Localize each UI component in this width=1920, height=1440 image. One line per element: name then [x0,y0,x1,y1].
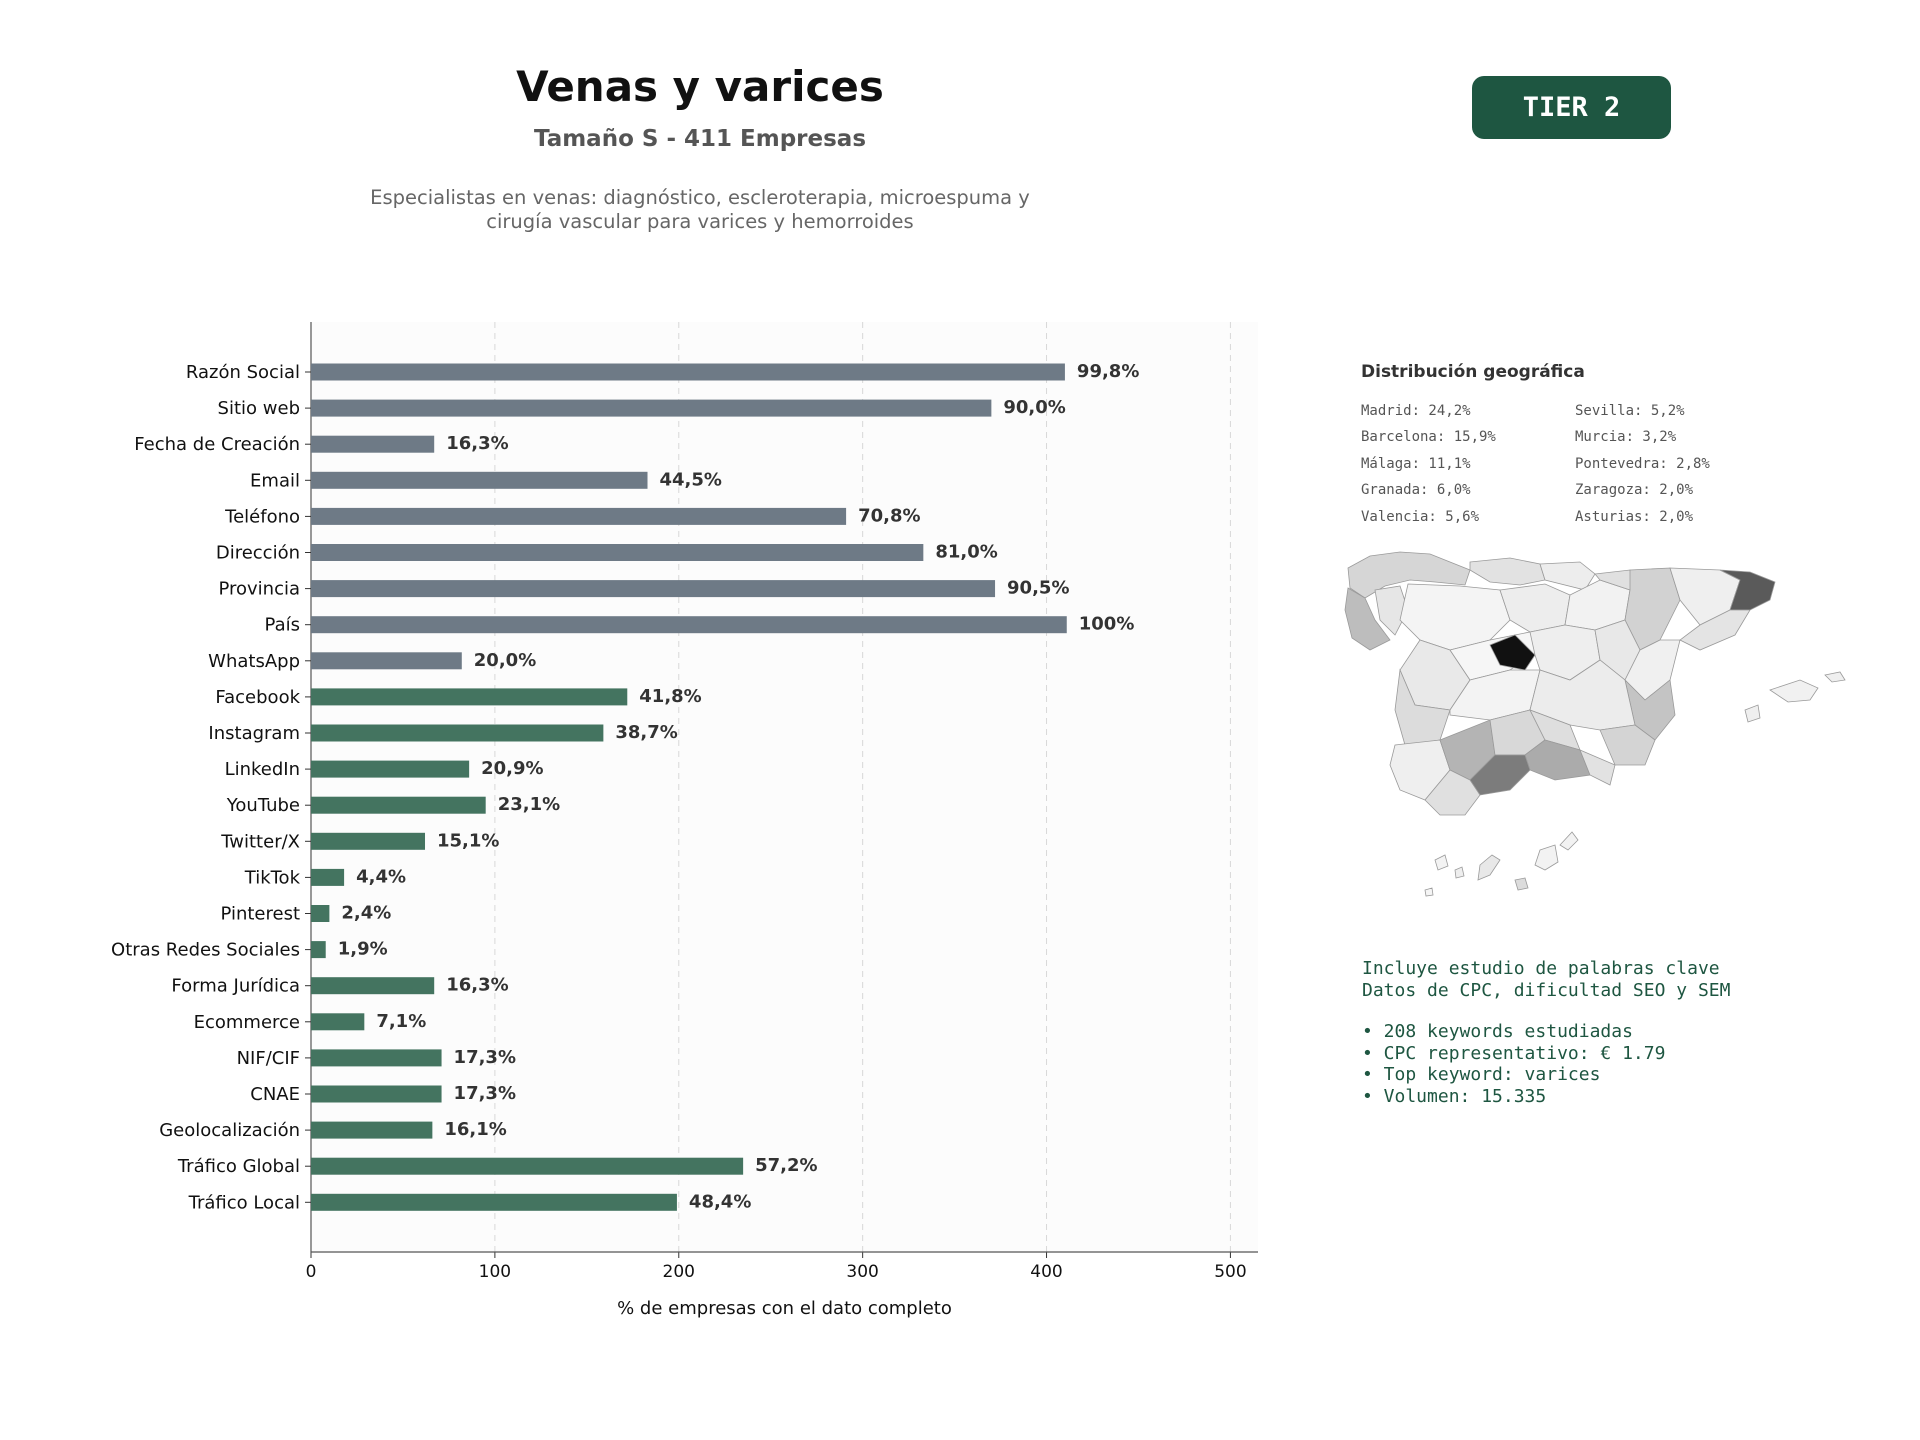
bar [311,400,991,417]
geo-item: Murcia: 3,2% [1575,429,1677,446]
x-tick-label: 200 [662,1262,695,1282]
category-label: Tráfico Global [177,1156,300,1178]
category-label: Pinterest [220,903,300,925]
description-line-1: Especialistas en venas: diagnóstico, escleroterapia, microespuma y [370,186,1030,209]
page-title: Venas y varices [516,62,884,111]
plot-area [311,322,1258,1252]
x-tick-label: 500 [1214,1262,1247,1282]
bar [311,688,627,705]
category-label: Instagram [208,723,300,744]
bar [311,652,462,669]
data-label: 1,9% [337,938,388,960]
bar [311,364,1065,381]
category-label: Ecommerce [193,1011,300,1033]
bar [311,1086,442,1103]
geo-item: Asturias: 2,0% [1575,508,1694,525]
bar [311,761,469,778]
bar [311,472,648,489]
geo-item: Zaragoza: 2,0% [1575,482,1694,499]
data-label: 16,1% [444,1119,507,1141]
bar [311,941,326,958]
bar [311,436,434,453]
bar [311,977,434,994]
data-label: 38,7% [615,722,678,743]
category-label: NIF/CIF [236,1047,300,1069]
data-label: 100% [1078,613,1135,635]
data-label: 4,4% [356,866,407,888]
category-label: Forma Jurídica [171,975,300,997]
data-label: 20,0% [473,649,537,671]
bar [311,725,603,742]
data-label: 23,1% [497,794,561,816]
tier-badge: TIER 2 [1472,76,1671,139]
data-label: 17,3% [453,1046,517,1068]
category-label: Dirección [215,542,300,564]
geo-item: Madrid: 24,2% [1361,403,1471,419]
keywords-line-2: Datos de CPC, dificultad SEO y SEM [1362,979,1731,1001]
data-label: 57,2% [755,1155,818,1177]
x-axis-label: % de empresas con el dato completo [617,1298,952,1319]
bar [311,905,329,922]
keywords-bullet: • Top keyword: varices [1362,1064,1601,1085]
data-label: 15,1% [437,830,500,852]
geo-item: Granada: 6,0% [1361,482,1471,499]
geo-item: Pontevedra: 2,8% [1575,455,1710,472]
category-label: WhatsApp [208,650,300,672]
geo-item: Valencia: 5,6% [1361,508,1480,525]
category-label: Fecha de Creación [134,434,300,456]
data-label: 17,3% [453,1083,517,1104]
bar [311,833,425,850]
keywords-bullet: • Volumen: 15.335 [1362,1085,1547,1107]
data-label: 7,1% [376,1010,427,1032]
data-label: 70,8% [858,505,921,527]
data-label: 16,3% [446,433,509,455]
bar [311,508,846,525]
data-label: 16,3% [446,974,509,996]
data-label: 99,8% [1076,361,1140,382]
bar [311,544,923,561]
data-label: 20,9% [481,758,544,780]
x-tick-label: 300 [846,1262,879,1282]
category-label: Otras Redes Sociales [111,939,300,961]
bar [311,1122,432,1139]
category-label: TikTok [244,867,300,889]
data-label: 90,5% [1007,577,1070,599]
category-label: Sitio web [217,398,300,420]
geo-item: Sevilla: 5,2% [1575,403,1685,419]
category-label: Facebook [215,686,300,708]
bar [311,1194,677,1211]
data-label: 81,0% [935,541,998,563]
keywords-bullet: • 208 keywords estudiadas [1362,1021,1633,1042]
category-label: Geolocalización [159,1120,300,1142]
geo-list-right [1575,398,1710,530]
bar [311,1013,364,1030]
category-label: Tráfico Local [188,1192,300,1214]
page-subtitle: Tamaño S - 411 Empresas [533,126,867,152]
geo-item: Málaga: 11,1% [1361,455,1471,472]
category-label: Twitter/X [221,831,300,853]
category-label: Razón Social [185,362,300,383]
bar [311,1158,743,1175]
x-tick-label: 400 [1030,1262,1063,1282]
data-label: 48,4% [688,1191,752,1213]
data-label: 2,4% [341,902,392,924]
category-label: LinkedIn [224,759,300,781]
data-label: 41,8% [639,685,702,707]
category-label: YouTube [226,795,300,817]
x-tick-label: 0 [305,1262,317,1282]
geo-title: Distribución geográfica [1361,362,1585,382]
data-label: 44,5% [659,469,722,491]
bar [311,869,344,886]
keywords-line-1: Incluye estudio de palabras clave [1362,958,1720,979]
category-label: Teléfono [225,506,300,528]
bar [311,616,1067,633]
geo-list-left [1361,398,1496,530]
bar [311,580,995,597]
bar [311,797,486,814]
x-tick-label: 100 [478,1262,512,1282]
geo-item: Barcelona: 15,9% [1361,429,1496,446]
category-label: Provincia [218,578,300,600]
category-label: Email [250,470,300,492]
data-label: 90,0% [1003,397,1066,419]
category-label: CNAE [250,1084,300,1105]
bar [311,1049,442,1066]
spain-map [1340,540,1860,910]
keywords-box [1362,958,1730,1107]
description-line-2: cirugía vascular para varices y hemorroides [486,210,914,233]
category-label: País [264,614,300,636]
keywords-bullet: • CPC representativo: € 1.79 [1362,1042,1666,1064]
